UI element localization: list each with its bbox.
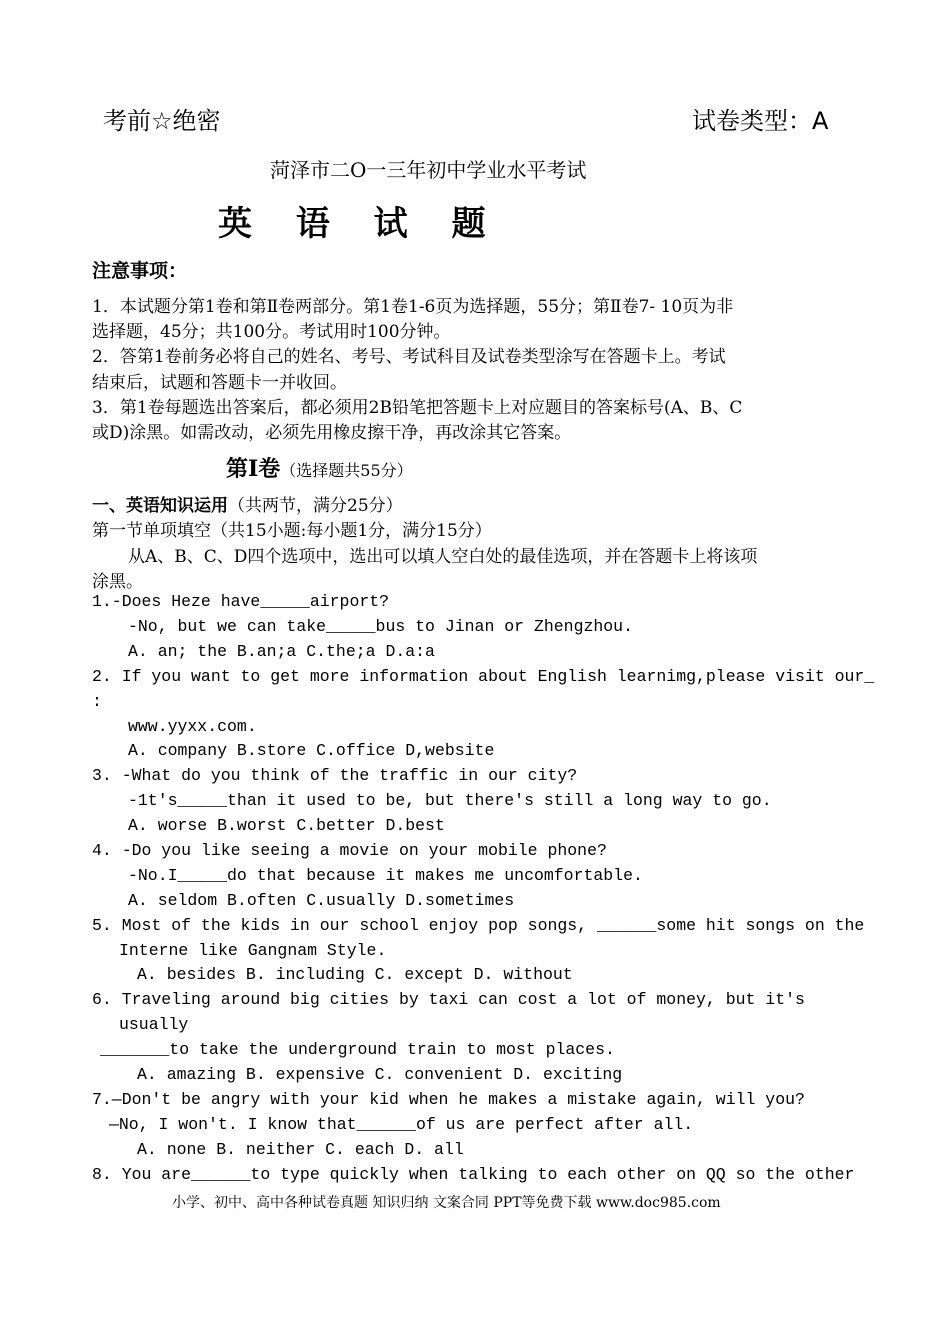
question-options: A. none B. neither C. each D. all [137, 1140, 464, 1159]
question-line: 8. You are______to type quickly when talking to each other on QQ so the other [92, 1165, 855, 1184]
part1-title: 第Ⅰ卷 [226, 456, 281, 482]
part1-subtitle: （选择题共55分） [280, 461, 413, 480]
question-options: A. besides B. including C. except D. without [137, 965, 573, 984]
question-line: -No.I_____do that because it makes me uncomfortable. [128, 866, 643, 885]
section1-title: 一、英语知识运用 [92, 496, 228, 516]
question-line: 5. Most of the kids in our school enjoy pop songs, ______some hit songs on the [92, 916, 865, 935]
exam-title: 菏泽市二O一三年初中学业水平考试 [270, 158, 587, 182]
question-line: —No, I won't. I know that______of us are perfect after all. [109, 1115, 694, 1134]
question-options: A. worse B.worst C.better D.best [128, 816, 445, 835]
footer-note: 小学、初中、高中各种试卷真题 知识归纳 文案合同 PPT等免费下载 www.doc985.com [172, 1195, 721, 1211]
question-line: 6. Traveling around big cities by taxi can cost a lot of money, but it's [92, 990, 805, 1009]
question-line: _______to take the underground train to most places. [100, 1040, 615, 1059]
part1-heading [226, 452, 413, 483]
notice-line: 或D)涂黑。如需改动，必须先用橡皮擦干净，再改涂其它答案。 [92, 423, 572, 443]
question-line: 4. -Do you like seeing a movie on your mobile phone? [92, 841, 607, 860]
section1-instruction: 从A、B、C、D四个选项中，选出可以填人空白处的最佳选项，并在答题卡上将该项 [128, 547, 758, 567]
section1-heading [92, 491, 403, 516]
subject-title: 英 语 试 题 [218, 204, 502, 244]
section1-subheading: 第一节单项填空（共15小题:每小题1分，满分15分） [92, 521, 492, 541]
question-options: A. amazing B. expensive C. convenient D. exciting [137, 1065, 623, 1084]
question-line: 1.-Does Heze have_____airport? [92, 592, 390, 611]
question-options: A. seldom B.often C.usually D.sometimes [128, 891, 515, 910]
question-line: 3. -What do you think of the traffic in our city? [92, 766, 578, 785]
section1-note: （共两节，满分25分） [228, 496, 403, 516]
notice-line: 结束后，试题和答题卡一并收回。 [92, 373, 347, 393]
notice-line: 2．答第1卷前务必将自己的姓名、考号、考试科目及试卷类型涂写在答题卡上。考试 [92, 347, 726, 367]
question-line: Interne like Gangnam Style. [119, 941, 387, 960]
notice-line: 选择题，45分；共100分。考试用时100分钟。 [92, 322, 451, 342]
question-line: -No, but we can take_____bus to Jinan or Zhengzhou. [128, 617, 633, 636]
question-options: A. an; the B.an;a C.the;a D.a:a [128, 642, 435, 661]
section1-instruction: 涂黑。 [92, 572, 143, 592]
question-line: -1t's_____than it used to be, but there's still a long way to go. [128, 791, 772, 810]
notice-heading: 注意事项： [92, 260, 188, 282]
question-line: 7.—Don't be angry with your kid when he makes a mistake again, will you? [92, 1090, 805, 1109]
question-line: : [92, 692, 102, 711]
paper-type-label: 试卷类型：A [692, 107, 829, 135]
confidential-label: 考前☆绝密 [103, 107, 221, 135]
question-line: www.yyxx.com. [128, 717, 257, 736]
question-line: 2. If you want to get more information about English learnimg,please visit our_ [92, 667, 875, 686]
question-line: usually [119, 1015, 189, 1034]
notice-line: 3．第1卷每题选出答案后，都必须用2B铅笔把答题卡上对应题目的答案标号(A、B、C [92, 398, 743, 418]
question-options: A. company B.store C.office D,website [128, 741, 495, 760]
notice-line: 1．本试题分第1卷和第Ⅱ卷两部分。第1卷1-6页为选择题，55分；第Ⅱ卷7- 10页为非 [92, 297, 734, 317]
